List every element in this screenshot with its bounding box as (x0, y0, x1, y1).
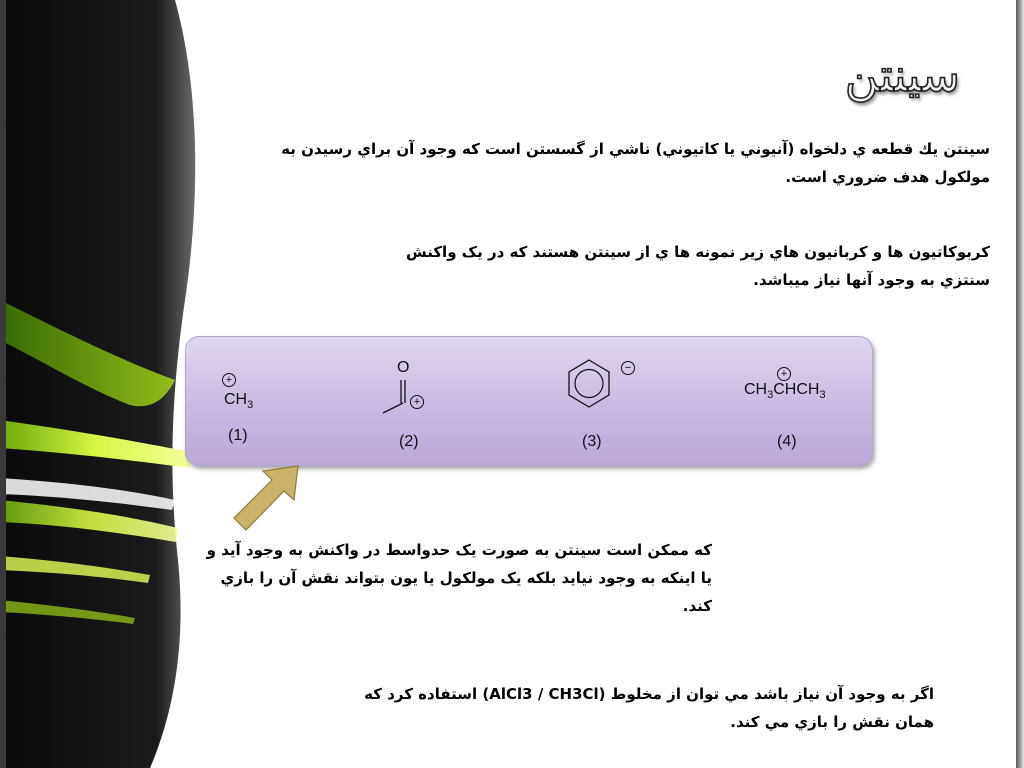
arrow-up-right-icon (228, 462, 308, 536)
synthon-examples-box (185, 336, 873, 466)
positive-charge-symbol: + (410, 395, 424, 409)
reagent-text-end: استفاده كرد كه همان نقش را بازي مي كند. (364, 685, 934, 731)
slide-right-edge (1016, 0, 1024, 768)
reagent-paragraph (360, 680, 934, 736)
example-label-3: (3) (582, 433, 602, 450)
negative-charge-symbol: − (621, 361, 635, 375)
methyl-cation: $CH_3$ (224, 391, 254, 412)
definition-paragraph: سينتن يك قطعه ي دلخواه (آنيوني يا كاتيوني) ناشي از گسستن است كه وجود آن براي رسيدن به مولكول هدف ضروري است. (281, 140, 990, 186)
isopropyl-cation: $CH_3CHCH_3$ (744, 381, 826, 402)
positive-charge-symbol: + (777, 367, 791, 381)
reagent-formula: (AlCl3 / CH3Cl) (482, 685, 606, 703)
examples-intro-paragraph: كربوكاتيون ها و كربانيون هاي زير نمونه ها ي از سينتن هستند كه در یک واکنش سنتزي به وجود آنها نیاز میباشد. (406, 243, 990, 289)
example-label-4: (4) (777, 433, 797, 450)
benzene-ring (564, 357, 624, 417)
example-label-2: (2) (399, 433, 419, 450)
reagent-text-start: اگر به وجود آن نياز باشد مي توان از مخلوط (605, 685, 934, 703)
slide-left-edge (0, 0, 6, 768)
slide-title: سینتن (844, 48, 960, 102)
intermediate-paragraph: که ممکن است سینتن به صورت یک حدواسط در واکنش به وجود آید و یا اینکه به وجود نیاید بلکه یک مولکول یا یون بتواند نقش آن را بازي كند. (206, 541, 712, 615)
example-label-1: (1) (228, 427, 248, 444)
positive-charge-symbol: + (222, 373, 236, 387)
oxygen-atom: O (397, 359, 410, 376)
